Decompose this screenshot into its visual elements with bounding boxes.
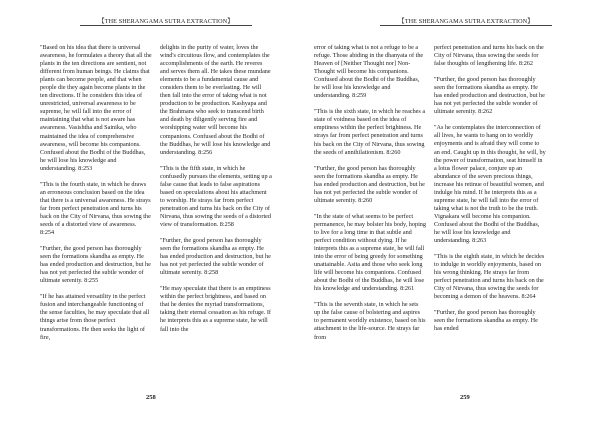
text-column-1 <box>314 44 426 350</box>
paragraph: perfect penetration and turns his back on the City of Nirvana, thus sowing the seeds for false thoughts of lengthening life. 8:262 <box>434 44 544 68</box>
paragraph: error of taking what is not a refuge to be a refuge. Those abiding in the dhanyata of the Heaven of [Neither Thought nor] Non-Thought will become his companions. Confused about the Bodhi of the Buddhas, he will lose his knowledge and understanding. 8:259 <box>314 44 424 100</box>
header-rule <box>80 25 252 26</box>
paragraph: "In the state of what seems to be perfect permanence, he may bolster his body, hoping to live for a long time in that subtle and perfect condition without dying. If he interprets this as a supreme state, he will fall into the error of being greedy for something unattainable. Asita and those who seek long life will become his companions. Confused about the Bodhi of the Buddhas, he will lose his knowledge and understanding. 8:261 <box>314 212 426 293</box>
paragraph: "This is the fourth state, in which he draws an erroneous conclusion based on the idea that there is a universal awareness. He strays far from perfect penetration and turns his back on the City of Nirvana, thus sowing the seeds of a distorted view of awareness. 8:254 <box>40 180 151 237</box>
paragraph: "Further, the good person has thoroughly seen the formations skandha as empty. He has ended production and destruction, but he has not yet perfected the subtle wonder of ultimate serenity. 8:262 <box>434 76 545 116</box>
paragraph: delights in the purity of water, loves the wind's circuitous flow, and contemplates the accomplishments of the earth. He reveres and serves them all. He takes these mundane elements to be a fundamental cause and considers them to be everlasting. He will then fall into the error of taking what is not production to be production. Kashyapa and the Brahmans who seek to transcend birth and death by diligently serving fire and worshipping water will become his companions. Confused about the Bodhi of the Buddhas, he will lose his knowledge and understanding. 8:256 <box>160 44 271 156</box>
paragraph: "This is the fifth state, in which he confusedly pursues the elements, setting up a false cause that leads to false aspirations based on speculations about his attachment to worship. He strays far from perfect penetration and turns his back on the City of Nirvana, thus sowing the seeds of a distorted view of transformation. 8:258 <box>160 164 272 228</box>
page-number: 258 <box>146 394 156 401</box>
paragraph: "As he contemplates the interconnection of all lives, he wants to hang on to worldly enjoyments and is afraid they will come to an end. Caught up in this thought, he will, by the power of transformation, seat himself in a lotus flower palace, conjure up an abundance of the seven precious things, increase his retinue of beautiful women, and indulge his mind. If he interprets this as a supreme state, he will fall into the error of taking what is not the truth to be the truth. Vignakara will become his companion. Confused about the Bodhi of the Buddhas, he will lose his knowledge and understanding. 8:263 <box>434 124 546 245</box>
text-column-2 <box>434 44 546 342</box>
paragraph: "He may speculate that there is an emptiness within the perfect brightness, and based on that he denies the myriad transformations, taking their eternal cessation as his refuge. If he interprets this as a supreme state, he will fall into the <box>160 285 271 333</box>
paragraph: "Further, the good person has thoroughly seen the formations skandha as empty. He has ended production and destruction, but he has not yet perfected the subtle wonder of ultimate serenity. 8:260 <box>314 164 425 204</box>
paragraph: "Further, the good person has thoroughly seen the formations skandha as empty. He has ended <box>434 309 538 333</box>
text-column-1 <box>40 44 152 350</box>
page-number: 259 <box>460 394 470 401</box>
paragraph: "If he has attained versatility in the perfect fusion and interchangeable functioning of the sense faculties, he may speculate that all things arise from those perfect transformations. He then seeks the light of fire, <box>40 293 150 341</box>
header-rule <box>380 25 552 26</box>
header-title: THE SHERANGAMA SUTRA EXTRACTION <box>404 18 528 25</box>
text-column-2 <box>160 44 272 342</box>
paragraph: "This is the seventh state, in which he sets up the false cause of bolstering and aspires to permanent worldly existence, based on his attachment to the life-source. He strays far from <box>314 301 426 341</box>
header-title: THE SHERANGAMA SUTRA EXTRACTION <box>104 18 228 25</box>
paragraph: "Based on his idea that there is universal awareness, he formulates a theory that all the plants in the ten directions are sentient, not different from human beings. He claims that plants can become people, and that when people die they again become plants in the ten directions. If he considers this idea of unrestricted, universal awareness to be supreme, he will fall into the error of maintaining that what is not aware has awareness. Vasishtha and Sainika, who maintained the idea of comprehensive awareness, will become his companions. Confused about the Bodhi of the Buddhas, he will lose his knowledge and understanding. 8:253 <box>40 44 152 172</box>
paragraph: "Further, the good person has thoroughly seen the formations skandha as empty. He has ended production and destruction, but he has not yet perfected the subtle wonder of ultimate serenity. 8:255 <box>40 245 151 285</box>
paragraph: "This is the eighth state, in which he decides to indulge in worldly enjoyments, based on his wrong thinking. He strays far from perfect penetration and turns his back on the City of Nirvana, thus sowing the seeds for becoming a demon of the heavens. 8:264 <box>434 253 545 301</box>
paragraph: "Further, the good person has thoroughly seen the formations skandha as empty. He has ended production and destruction, but he has not yet perfected the subtle wonder of ultimate serenity. 8:258 <box>160 237 271 277</box>
right-page <box>300 0 600 424</box>
running-header: 【THE SHERANGAMA SUTRA EXTRACTION】 <box>398 18 534 25</box>
running-header: 【THE SHERANGAMA SUTRA EXTRACTION】 <box>98 18 234 25</box>
paragraph: "This is the sixth state, in which he reaches a state of voidness based on the idea of emptiness within the perfect brightness. He strays far from perfect penetration and turns his back on the City of Nirvana, thus sowing the seeds of annihilationism. 8:260 <box>314 108 426 156</box>
